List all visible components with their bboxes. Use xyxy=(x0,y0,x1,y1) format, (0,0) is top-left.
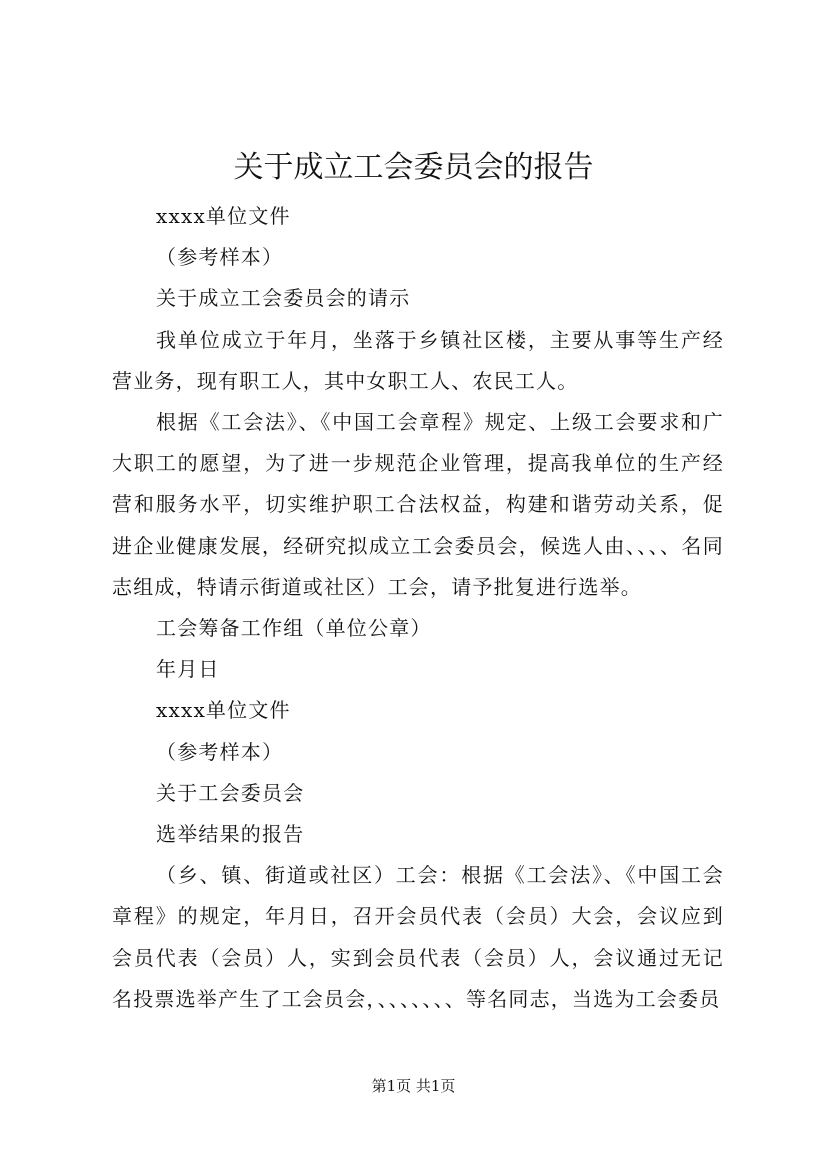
paragraph-request-body: 根据《工会法》、《中国工会章程》规定、上级工会要求和广大职工的愿望，为了进一步规范企业管理，提高我单位的生产经营和服务水平，切实维护职工合法权益，构建和谐劳动关系，促进企业健康发展，经研究拟成立工会委员会，候选人由、、、、名同志组成，特请示街道或社区）工会，请予批复进行选举。 xyxy=(112,410,724,599)
paragraph-request-title: 关于成立工会委员会的请示 xyxy=(156,286,411,311)
paragraph-report-title-2: 选举结果的报告 xyxy=(156,822,305,847)
document-body xyxy=(112,196,724,1020)
paragraph-unit-file-2: xxxx单位文件 xyxy=(156,698,291,723)
paragraph-sample-note-1: （参考样本） xyxy=(156,245,284,270)
paragraph-preparatory-group: 工会筹备工作组（单位公章） xyxy=(156,616,432,641)
paragraph-election-result: （乡、镇、街道或社区）工会：根据《工会法》、《中国工会章程》的规定，年月日，召开会员代表（会员）大会，会议应到会员代表（会员）人，实到会员代表（会员）人，会议通过无记名投票选举产生了工会员会，、、、、、、、等名同志，当选为工会委员 xyxy=(112,863,724,1011)
paragraph-unit-intro: 我单位成立于年月，坐落于乡镇社区楼，主要从事等生产经营业务，现有职工人，其中女职工人、农民工人。 xyxy=(112,327,724,393)
paragraph-report-title-1: 关于工会委员会 xyxy=(156,780,305,805)
paragraph-unit-file-1: xxxx单位文件 xyxy=(156,204,291,228)
document-title: 关于成立工会委员会的报告 xyxy=(233,150,594,185)
page-footer: 第1页 共1页 xyxy=(371,1077,456,1095)
paragraph-sample-note-2: （参考样本） xyxy=(156,739,284,764)
paragraph-date: 年月日 xyxy=(156,657,220,682)
